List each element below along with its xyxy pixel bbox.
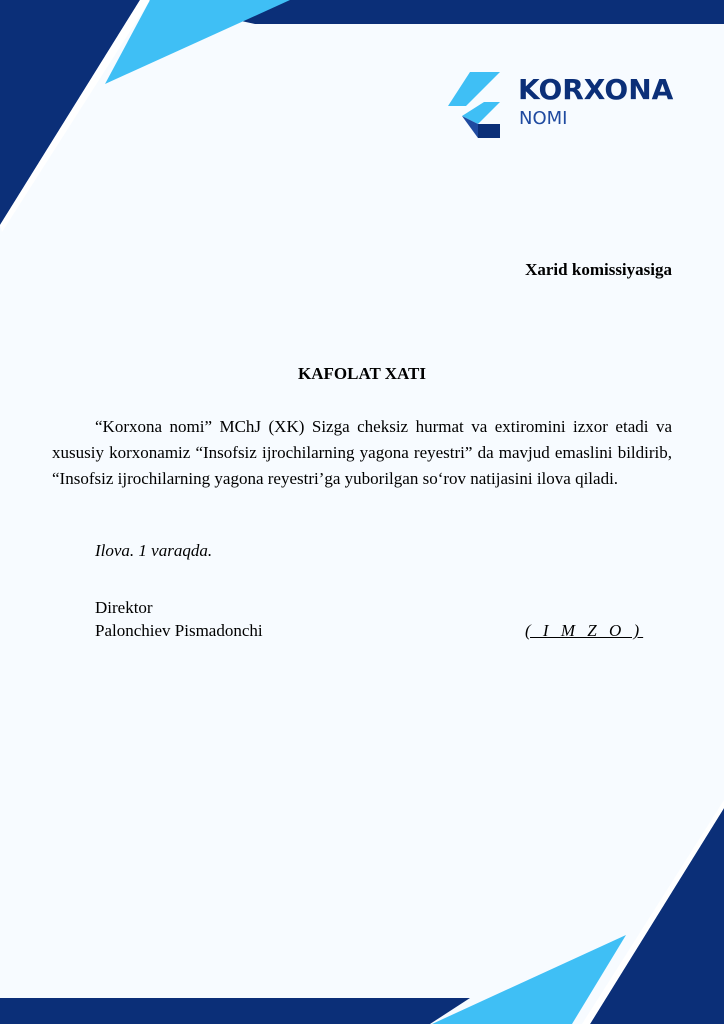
company-logo	[448, 70, 674, 140]
recipient-line: Xarid komissiyasiga	[525, 260, 672, 279]
company-subtitle: NOMI	[519, 108, 568, 129]
company-logo-icon	[448, 72, 504, 138]
signature-placeholder: ( I M Z O )	[525, 621, 644, 640]
company-name: KORXONA	[518, 73, 674, 106]
letter-title: KAFOLAT XATI	[298, 364, 426, 383]
signer-title: Direktor	[95, 598, 153, 617]
letter-body: “Korxona nomi” MChJ (XK) Sizga cheksiz hurmat va extiromini izxor etadi va xususiy korxonamiz “Insofsiz ijrochilarning yagona reyestri” da mavjud emaslini bildirib, “Insofsiz ijrochilarning yagona reyestri’ga yuborilgan so‘rov natijasini ilova qiladi.	[52, 417, 672, 488]
bottom-navy-band	[0, 998, 470, 1024]
attachment-note: Ilova. 1 varaqda.	[95, 541, 213, 560]
signer-name: Palonchiev Pismadonchi	[95, 621, 263, 640]
